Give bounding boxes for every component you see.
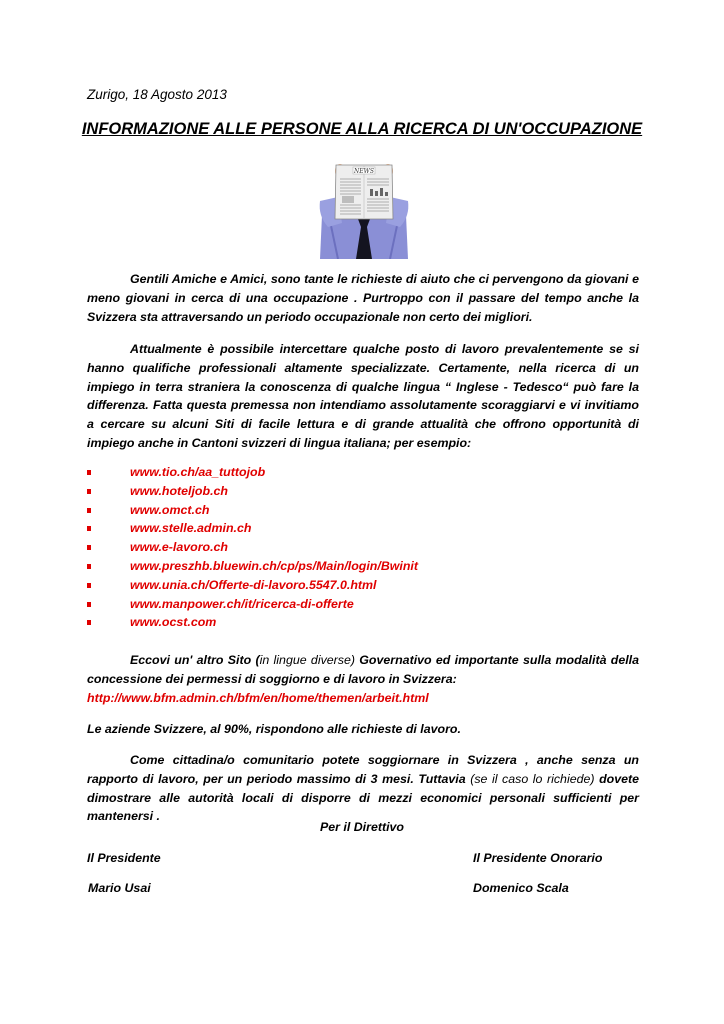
president-name: Mario Usai [88,881,151,895]
job-site-link[interactable]: www.hoteljob.ch [130,483,228,498]
job-site-link[interactable]: www.omct.ch [130,502,210,517]
bullet-icon [87,508,91,513]
job-site-link[interactable]: www.manpower.ch/it/ricerca-di-offerte [130,596,354,611]
residence-text-c: dovete dimostrare alle autorità locali di disporre di mezzi economici personali sufficienti per mantenersi . [87,771,640,824]
bullet-icon [87,583,91,588]
intro-paragraph-text: Gentili Amiche e Amici, sono tante le richieste di aiuto che ci pervengono da giovani e meno giovani in cerca di una occupazione . Purtroppo con il passare del tempo anche la Svizzera sta attraversando un periodo occupazionale non certo dei migliori. [87,272,639,324]
list-item[interactable] [87,463,639,482]
list-item[interactable] [87,595,639,614]
signature-header: Per il Direttivo [319,820,404,834]
bullet-icon [87,470,91,475]
list-item[interactable] [87,613,639,632]
government-site-paragraph [87,651,639,707]
list-item[interactable] [87,557,639,576]
letter-date: Zurigo, 18 Agosto 2013 [87,87,227,102]
job-site-link[interactable]: www.preszhb.bluewin.ch/cp/ps/Main/login/Bwinit [130,558,418,573]
residence-note: (se il caso lo richiede) [465,771,595,786]
bullet-icon [87,545,91,550]
intro-paragraph [87,270,639,326]
list-item[interactable] [87,538,639,557]
bullet-icon [87,602,91,607]
honorary-president-name: Domenico Scala [473,881,569,895]
list-item[interactable] [87,576,639,595]
list-item[interactable] [87,501,639,520]
residence-text-a: Come cittadina/o comunitario potete soggiornare in Svizzera , anche senza un rapporto di lavoro, per un periodo massimo di 3 mesi. Tuttavia [87,753,639,786]
government-site-note: in lingue diverse) [259,653,355,667]
sites-intro-paragraph-text: Attualmente è possibile intercettare qualche posto di lavoro prevalentemente se si hanno qualifiche professionali altamente specializzate. Certamente, nella ricerca di un impiego in terra straniera la conoscenza di qualche lingua “ Inglese - Tedesco“ può fare la differenza. Fatta questa premessa non intendiamo assolutamente scoraggiarvi e vi invitiamo a cercare su alcuni Siti di facile lettura e di grande attualità che offrono opportunità di impiego anche in Cantoni svizzeri di lingua italiana; per esempio: [87,342,639,450]
companies-paragraph: Le aziende Svizzere, al 90%, rispondono alle richieste di lavoro. [87,722,461,736]
government-site-link[interactable]: http://www.bfm.admin.ch/bfm/en/home/themen/arbeit.html [87,690,429,705]
honorary-president-role: Il Presidente Onorario [473,851,603,865]
job-site-link[interactable]: www.stelle.admin.ch [130,521,252,536]
job-site-link[interactable]: www.e-lavoro.ch [130,540,228,555]
page-title: INFORMAZIONE ALLE PERSONE ALLA RICERCA DI UN'OCCUPAZIONE [81,120,643,138]
bullet-icon [87,526,91,531]
residence-paragraph [87,751,639,826]
job-site-link[interactable]: www.ocst.com [130,615,217,630]
job-sites-list [87,463,639,632]
job-site-link[interactable]: www.unia.ch/Offerte-di-lavoro.5547.0.html [130,577,377,592]
newspaper-reader-illustration [318,161,410,259]
sites-intro-paragraph [87,340,639,453]
president-role: Il Presidente [87,851,161,865]
bullet-icon [87,564,91,569]
list-item[interactable] [87,519,639,538]
list-item[interactable] [87,482,639,501]
job-site-link[interactable]: www.tio.ch/aa_tuttojob [130,465,266,479]
svg-text:NEWS: NEWS [354,168,374,175]
newspaper-reader-icon [318,161,410,259]
bullet-icon [87,620,91,625]
bullet-icon [87,489,91,494]
government-site-text-a: Eccovi un' altro Sito ( [130,653,260,667]
government-site-text-c: Governativo ed importante sulla modalità della concessione dei permessi di soggiorno e di lavoro in Svizzera: [87,653,639,686]
